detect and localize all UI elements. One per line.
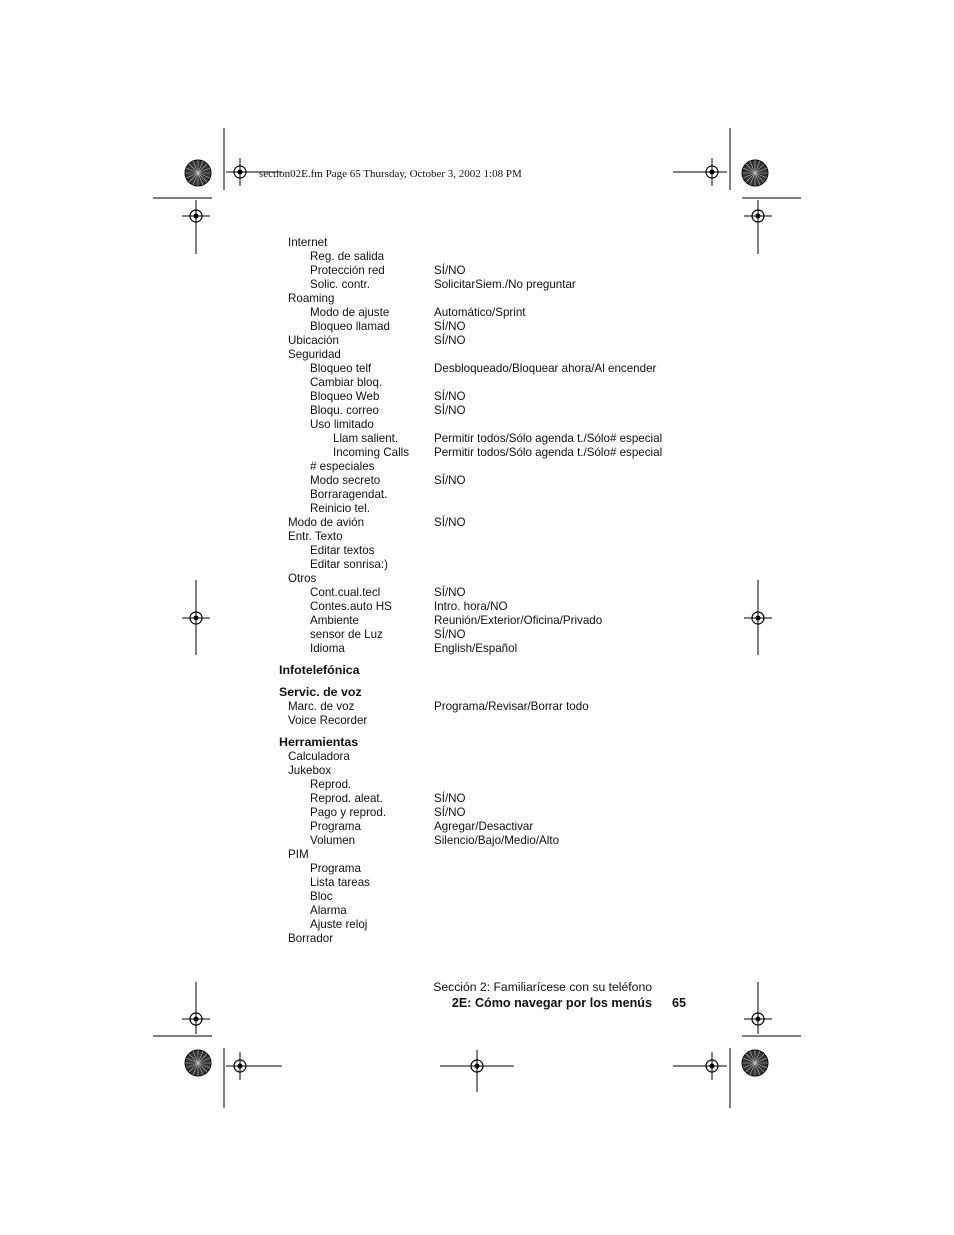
menu-item-options: SÍ/NO xyxy=(434,628,466,641)
menu-item-options: SÍ/NO xyxy=(434,404,466,417)
menu-item-options: Automático/Sprint xyxy=(434,306,526,319)
menu-row xyxy=(0,600,954,614)
menu-item-label: Idioma xyxy=(310,642,345,655)
menu-row xyxy=(0,614,954,628)
menu-row xyxy=(0,292,954,306)
menu-item-options: SÍ/NO xyxy=(434,264,466,277)
menu-row xyxy=(0,932,954,946)
menu-row xyxy=(0,572,954,586)
menu-item-label: Protección red xyxy=(310,264,385,277)
menu-item-options: Agregar/Desactivar xyxy=(434,820,534,833)
menu-row xyxy=(0,390,954,404)
menu-item-label: Modo secreto xyxy=(310,474,381,487)
menu-item-label: Ajuste reloj xyxy=(310,918,368,931)
menu-row xyxy=(0,474,954,488)
menu-row xyxy=(0,306,954,320)
menu-row xyxy=(0,250,954,264)
section-heading-label: Infotelefónica xyxy=(279,663,360,677)
menu-item-label: Bloqueo llamad xyxy=(310,320,390,333)
menu-row xyxy=(0,586,954,600)
menu-item-options: Reunión/Exterior/Oficina/Privado xyxy=(434,614,603,627)
menu-item-label: Incoming Calls xyxy=(333,446,410,459)
menu-row xyxy=(0,348,954,362)
menu-row xyxy=(0,516,954,530)
menu-item-options: SolicitarSiem./No preguntar xyxy=(434,278,576,291)
section-heading xyxy=(0,663,954,678)
page-number: 65 xyxy=(672,996,687,1010)
menu-row xyxy=(0,236,954,250)
menu-item-label: Editar textos xyxy=(310,544,375,557)
menu-item-label: Reprod. aleat. xyxy=(310,792,383,805)
menu-item-label: Volumen xyxy=(310,834,356,847)
menu-item-options: Intro. hora/NO xyxy=(434,600,508,613)
menu-item-options: Programa/Revisar/Borrar todo xyxy=(434,700,589,713)
menu-item-label: Reprod. xyxy=(310,778,352,791)
menu-item-options: SÍ/NO xyxy=(434,474,466,487)
menu-item-label: Solic. contr. xyxy=(310,278,370,291)
menu-item-label: Borraragendat. xyxy=(310,488,388,501)
menu-item-options: SÍ/NO xyxy=(434,792,466,805)
menu-item-label: sensor de Luz xyxy=(310,628,383,641)
menu-row xyxy=(0,778,954,792)
menu-item-label: Marc. de voz xyxy=(288,700,355,713)
section-heading xyxy=(0,685,954,700)
menu-item-label: Programa xyxy=(310,862,361,875)
menu-item-label: Roaming xyxy=(288,292,335,305)
menu-row xyxy=(0,320,954,334)
footer-section-title: Sección 2: Familiarícese con su teléfono xyxy=(433,980,652,994)
menu-row xyxy=(0,376,954,390)
spacer xyxy=(0,656,954,663)
menu-row xyxy=(0,862,954,876)
menu-item-options: Desbloqueado/Bloquear ahora/Al encender xyxy=(434,362,657,375)
menu-row xyxy=(0,502,954,516)
menu-row xyxy=(0,750,954,764)
menu-item-label: Modo de avión xyxy=(288,516,365,529)
menu-item-label: Bloqueo telf xyxy=(310,362,372,375)
menu-item-options: SÍ/NO xyxy=(434,516,466,529)
menu-item-label: Lista tareas xyxy=(310,876,370,889)
menu-item-options: SÍ/NO xyxy=(434,334,466,347)
menu-item-label: Otros xyxy=(288,572,317,585)
menu-row xyxy=(0,334,954,348)
menu-row xyxy=(0,848,954,862)
menu-row xyxy=(0,876,954,890)
footer-chapter-title: 2E: Cómo navegar por los menús xyxy=(451,996,652,1010)
menu-item-label: Contes.auto HS xyxy=(310,600,392,613)
spacer xyxy=(0,678,954,685)
menu-row xyxy=(0,404,954,418)
menu-item-label: Jukebox xyxy=(288,764,332,777)
spacer xyxy=(0,728,954,735)
menu-row xyxy=(0,820,954,834)
menu-item-label: PIM xyxy=(288,848,309,861)
menu-item-label: Modo de ajuste xyxy=(310,306,390,319)
menu-item-label: Borrador xyxy=(288,932,334,945)
file-header: section02E.fm Page 65 Thursday, October 3, 2002 1:08 PM xyxy=(259,168,522,180)
menu-tree xyxy=(0,236,954,946)
menu-item-label: Editar sonrisa:) xyxy=(310,558,388,571)
menu-item-options: Silencio/Bajo/Medio/Alto xyxy=(434,834,560,847)
menu-row xyxy=(0,446,954,460)
menu-item-label: Seguridad xyxy=(288,348,341,361)
menu-item-options: English/Español xyxy=(434,642,518,655)
menu-item-options: SÍ/NO xyxy=(434,320,466,333)
menu-item-label: Calculadora xyxy=(288,750,350,763)
menu-row xyxy=(0,834,954,848)
menu-item-label: Internet xyxy=(288,236,328,249)
section-heading xyxy=(0,735,954,750)
section-heading-label: Servic. de voz xyxy=(279,685,362,699)
menu-row xyxy=(0,764,954,778)
menu-row xyxy=(0,530,954,544)
menu-item-options: SÍ/NO xyxy=(434,586,466,599)
menu-row xyxy=(0,544,954,558)
menu-item-label: Pago y reprod. xyxy=(310,806,387,819)
menu-row xyxy=(0,460,954,474)
menu-item-label: # especiales xyxy=(310,460,375,473)
menu-row xyxy=(0,806,954,820)
section-heading-label: Herramientas xyxy=(279,735,359,749)
menu-row xyxy=(0,264,954,278)
menu-item-label: Uso limitado xyxy=(310,418,374,431)
menu-row xyxy=(0,432,954,446)
menu-row xyxy=(0,792,954,806)
menu-item-options: SÍ/NO xyxy=(434,806,466,819)
menu-item-label: Reinicio tel. xyxy=(310,502,370,515)
menu-item-options: Permitir todos/Sólo agenda t./Sólo# especial xyxy=(434,432,663,445)
menu-item-label: Voice Recorder xyxy=(288,714,368,727)
menu-item-options: SÍ/NO xyxy=(434,390,466,403)
menu-row xyxy=(0,558,954,572)
menu-item-label: Bloqueo Web xyxy=(310,390,380,403)
menu-row xyxy=(0,890,954,904)
menu-row xyxy=(0,418,954,432)
menu-item-label: Bloqu. correo xyxy=(310,404,379,417)
menu-row xyxy=(0,628,954,642)
menu-item-label: Llam salient. xyxy=(333,432,399,445)
menu-item-label: Reg. de salida xyxy=(310,250,385,263)
menu-item-label: Ubicación xyxy=(288,334,339,347)
menu-item-label: Cambiar bloq. xyxy=(310,376,383,389)
menu-item-label: Programa xyxy=(310,820,361,833)
menu-item-options: Permitir todos/Sólo agenda t./Sólo# especial xyxy=(434,446,663,459)
menu-item-label: Ambiente xyxy=(310,614,359,627)
menu-item-label: Entr. Texto xyxy=(288,530,343,543)
menu-row xyxy=(0,642,954,656)
menu-row xyxy=(0,362,954,376)
menu-item-label: Alarma xyxy=(310,904,347,917)
menu-item-label: Cont.cual.tecl xyxy=(310,586,381,599)
menu-row xyxy=(0,714,954,728)
menu-row xyxy=(0,278,954,292)
menu-row xyxy=(0,700,954,714)
menu-row xyxy=(0,918,954,932)
menu-item-label: Bloc xyxy=(310,890,333,903)
menu-row xyxy=(0,488,954,502)
menu-row xyxy=(0,904,954,918)
